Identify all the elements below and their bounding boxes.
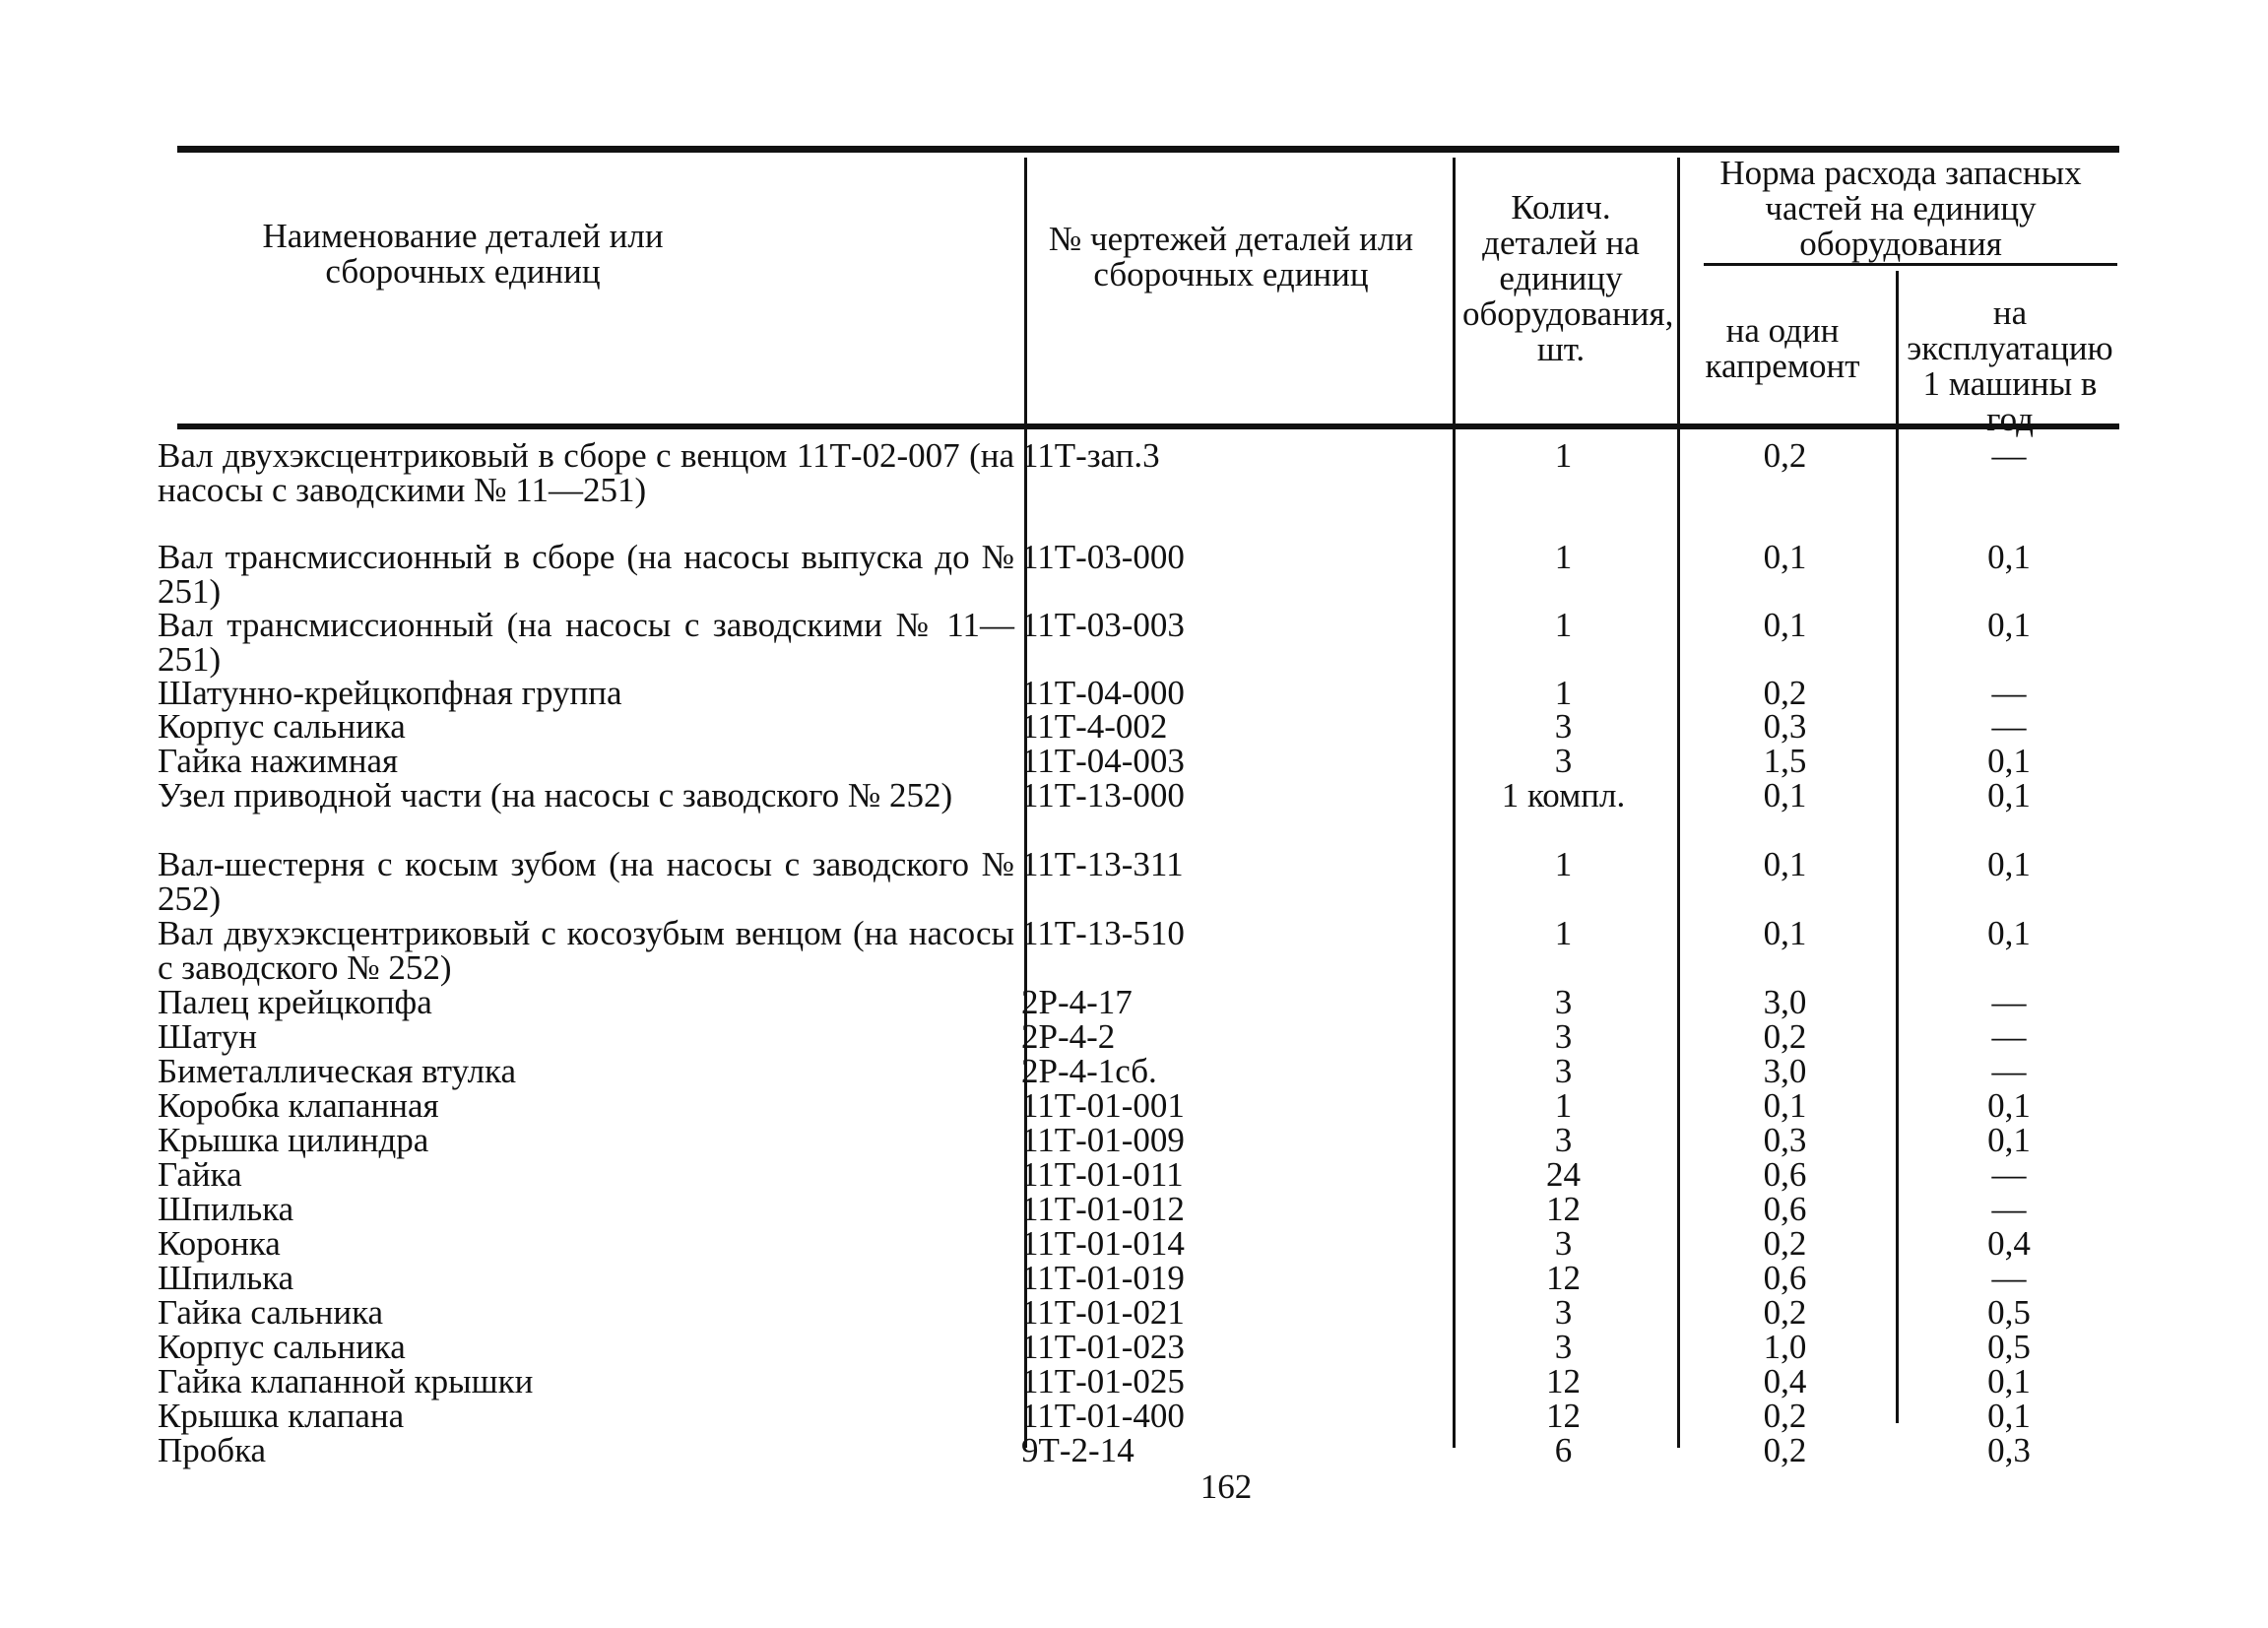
row-quantity: 3 [1554, 707, 1573, 746]
row-norm-capital: 3,0 [1763, 983, 1807, 1021]
row-quantity: 3 [1554, 1224, 1573, 1263]
row-quantity: 12 [1546, 1397, 1581, 1435]
row-norm-capital: 0,3 [1763, 707, 1807, 746]
row-norm-operation: — [1991, 1155, 2027, 1194]
row-quantity: 1 [1554, 674, 1573, 712]
header-norm: Норма расхода запасных частей на единицу оборудования [1719, 154, 2082, 263]
row-drawing-number: 11Т-01-025 [1021, 1362, 1185, 1400]
row-drawing-number: 11Т-04-000 [1021, 674, 1185, 712]
page-number: 162 [1199, 1467, 1253, 1506]
row-norm-operation: 0,3 [1987, 1431, 2031, 1469]
row-norm-capital: 0,3 [1763, 1121, 1807, 1159]
row-norm-operation: — [1991, 1259, 2027, 1297]
row-quantity: 12 [1546, 1362, 1581, 1400]
row-drawing-number: 9Т-2-14 [1021, 1431, 1134, 1469]
row-drawing-number: 11Т-03-003 [1021, 606, 1185, 644]
row-norm-operation: 0,1 [1987, 914, 2031, 952]
row-norm-operation: 0,1 [1987, 845, 2031, 883]
row-norm-operation: 0,1 [1987, 1121, 2031, 1159]
row-drawing-number: 11Т-13-510 [1021, 914, 1185, 952]
row-name: Шатунно-крейцкопфная группа [158, 674, 622, 712]
row-norm-operation: 0,1 [1987, 606, 2031, 644]
row-norm-operation: 0,1 [1987, 1362, 2031, 1400]
row-drawing-number: 11Т-зап.3 [1021, 436, 1160, 475]
row-quantity: 1 [1554, 436, 1573, 475]
row-drawing-number: 11Т-01-009 [1021, 1121, 1185, 1159]
row-drawing-number: 11Т-13-000 [1021, 776, 1185, 814]
row-norm-capital: 1,0 [1763, 1328, 1807, 1366]
row-norm-capital: 0,2 [1763, 436, 1807, 475]
row-quantity: 1 компл. [1501, 776, 1626, 814]
header-bottom-rule [177, 423, 2119, 429]
row-drawing-number: 11Т-01-400 [1021, 1397, 1185, 1435]
row-drawing-number: 11Т-03-000 [1021, 538, 1185, 576]
row-quantity: 12 [1546, 1259, 1581, 1297]
row-quantity: 3 [1554, 1017, 1573, 1056]
row-name: Гайка [158, 1155, 242, 1194]
row-name: Корпус сальника [158, 1328, 406, 1366]
row-name: Вал двухэксцентриковый в сборе с венцом 11Т-02-007 (на насосы с заводскими № 11—251) [158, 436, 1014, 509]
row-norm-operation: 0,1 [1987, 1397, 2031, 1435]
row-norm-capital: 0,6 [1763, 1259, 1807, 1297]
row-drawing-number: 2Р-4-1сб. [1021, 1052, 1157, 1090]
row-norm-capital: 0,2 [1763, 1293, 1807, 1332]
row-name: Вал трансмиссионный (на насосы с заводскими № 11—251) [158, 606, 1014, 679]
row-norm-capital: 0,1 [1763, 914, 1807, 952]
row-norm-operation: 0,5 [1987, 1293, 2031, 1332]
row-name: Вал двухэксцентриковый с косозубым венцом (на насосы с заводского № 252) [158, 914, 1014, 987]
row-drawing-number: 11Т-01-021 [1021, 1293, 1185, 1332]
row-drawing-number: 11Т-4-002 [1021, 707, 1168, 746]
row-norm-capital: 0,6 [1763, 1190, 1807, 1228]
top-rule [177, 146, 2119, 153]
row-quantity: 24 [1546, 1155, 1581, 1194]
row-drawing-number: 11Т-01-023 [1021, 1328, 1185, 1366]
header-qty: Колич. деталей на единицу оборудования, шт. [1462, 188, 1674, 368]
row-norm-capital: 0,1 [1763, 776, 1807, 814]
header-name: Наименование деталей или сборочных единиц [262, 217, 664, 291]
row-quantity: 1 [1554, 538, 1573, 576]
row-norm-operation: — [1991, 707, 2027, 746]
row-norm-operation: 0,5 [1987, 1328, 2031, 1366]
row-norm-capital: 0,1 [1763, 606, 1807, 644]
norm-subheader-rule [1704, 263, 2117, 266]
row-norm-operation: — [1991, 674, 2027, 712]
row-norm-capital: 0,2 [1763, 1431, 1807, 1469]
row-quantity: 1 [1554, 914, 1573, 952]
row-norm-capital: 1,5 [1763, 742, 1807, 780]
row-name: Пробка [158, 1431, 267, 1469]
row-norm-capital: 0,4 [1763, 1362, 1807, 1400]
row-norm-capital: 0,1 [1763, 1086, 1807, 1125]
row-norm-capital: 0,2 [1763, 1397, 1807, 1435]
row-name: Биметаллическая втулка [158, 1052, 517, 1090]
row-drawing-number: 2Р-4-2 [1021, 1017, 1116, 1056]
row-norm-capital: 0,2 [1763, 1017, 1807, 1056]
row-norm-operation: 0,1 [1987, 538, 2031, 576]
row-name: Корпус сальника [158, 707, 406, 746]
row-name: Вал трансмиссионный в сборе (на насосы выпуска до № 251) [158, 538, 1014, 611]
row-norm-capital: 0,1 [1763, 538, 1807, 576]
row-drawing-number: 11Т-01-001 [1021, 1086, 1185, 1125]
row-norm-capital: 0,2 [1763, 674, 1807, 712]
row-quantity: 1 [1554, 606, 1573, 644]
row-quantity: 3 [1554, 983, 1573, 1021]
row-norm-operation: 0,4 [1987, 1224, 2031, 1263]
header-norm-capital: на один капремонт [1705, 311, 1860, 385]
row-name: Гайка нажимная [158, 742, 399, 780]
row-quantity: 3 [1554, 1052, 1573, 1090]
row-quantity: 3 [1554, 742, 1573, 780]
row-quantity: 3 [1554, 1121, 1573, 1159]
row-drawing-number: 11Т-13-311 [1021, 845, 1184, 883]
row-norm-operation: 0,1 [1987, 1086, 2031, 1125]
row-norm-operation: — [1991, 436, 2027, 475]
row-norm-capital: 0,6 [1763, 1155, 1807, 1194]
row-drawing-number: 11Т-01-012 [1021, 1190, 1185, 1228]
row-norm-capital: 0,1 [1763, 845, 1807, 883]
row-drawing-number: 11Т-04-003 [1021, 742, 1185, 780]
row-name: Вал-шестерня с косым зубом (на насосы с заводского № 252) [158, 845, 1014, 918]
row-name: Коронка [158, 1224, 281, 1263]
row-norm-operation: 0,1 [1987, 742, 2031, 780]
row-norm-operation: 0,1 [1987, 776, 2031, 814]
row-norm-operation: — [1991, 983, 2027, 1021]
row-quantity: 12 [1546, 1190, 1581, 1228]
row-quantity: 1 [1554, 1086, 1573, 1125]
row-quantity: 3 [1554, 1293, 1573, 1332]
row-name: Шпилька [158, 1259, 294, 1297]
row-norm-capital: 0,2 [1763, 1224, 1807, 1263]
row-quantity: 3 [1554, 1328, 1573, 1366]
row-drawing-number: 11Т-01-019 [1021, 1259, 1185, 1297]
row-name: Гайка клапанной крышки [158, 1362, 534, 1400]
row-quantity: 1 [1554, 845, 1573, 883]
row-name: Узел приводной части (на насосы с заводского № 252) [158, 776, 953, 814]
row-norm-operation: — [1991, 1017, 2027, 1056]
row-drawing-number: 11Т-01-014 [1021, 1224, 1185, 1263]
row-name: Коробка клапанная [158, 1086, 439, 1125]
row-name: Палец крейцкопфа [158, 983, 432, 1021]
header-norm-operation: на эксплуатацию 1 машины в год [1907, 293, 2113, 438]
row-name: Гайка сальника [158, 1293, 384, 1332]
row-quantity: 6 [1554, 1431, 1573, 1469]
row-drawing-number: 11Т-01-011 [1021, 1155, 1184, 1194]
row-name: Крышка клапана [158, 1397, 405, 1435]
row-name: Крышка цилиндра [158, 1121, 429, 1159]
row-name: Шатун [158, 1017, 258, 1056]
row-norm-capital: 3,0 [1763, 1052, 1807, 1090]
row-norm-operation: — [1991, 1190, 2027, 1228]
header-drawing: № чертежей деталей или сборочных единиц [1048, 220, 1414, 293]
row-norm-operation: — [1991, 1052, 2027, 1090]
row-name: Шпилька [158, 1190, 294, 1228]
row-drawing-number: 2Р-4-17 [1021, 983, 1133, 1021]
